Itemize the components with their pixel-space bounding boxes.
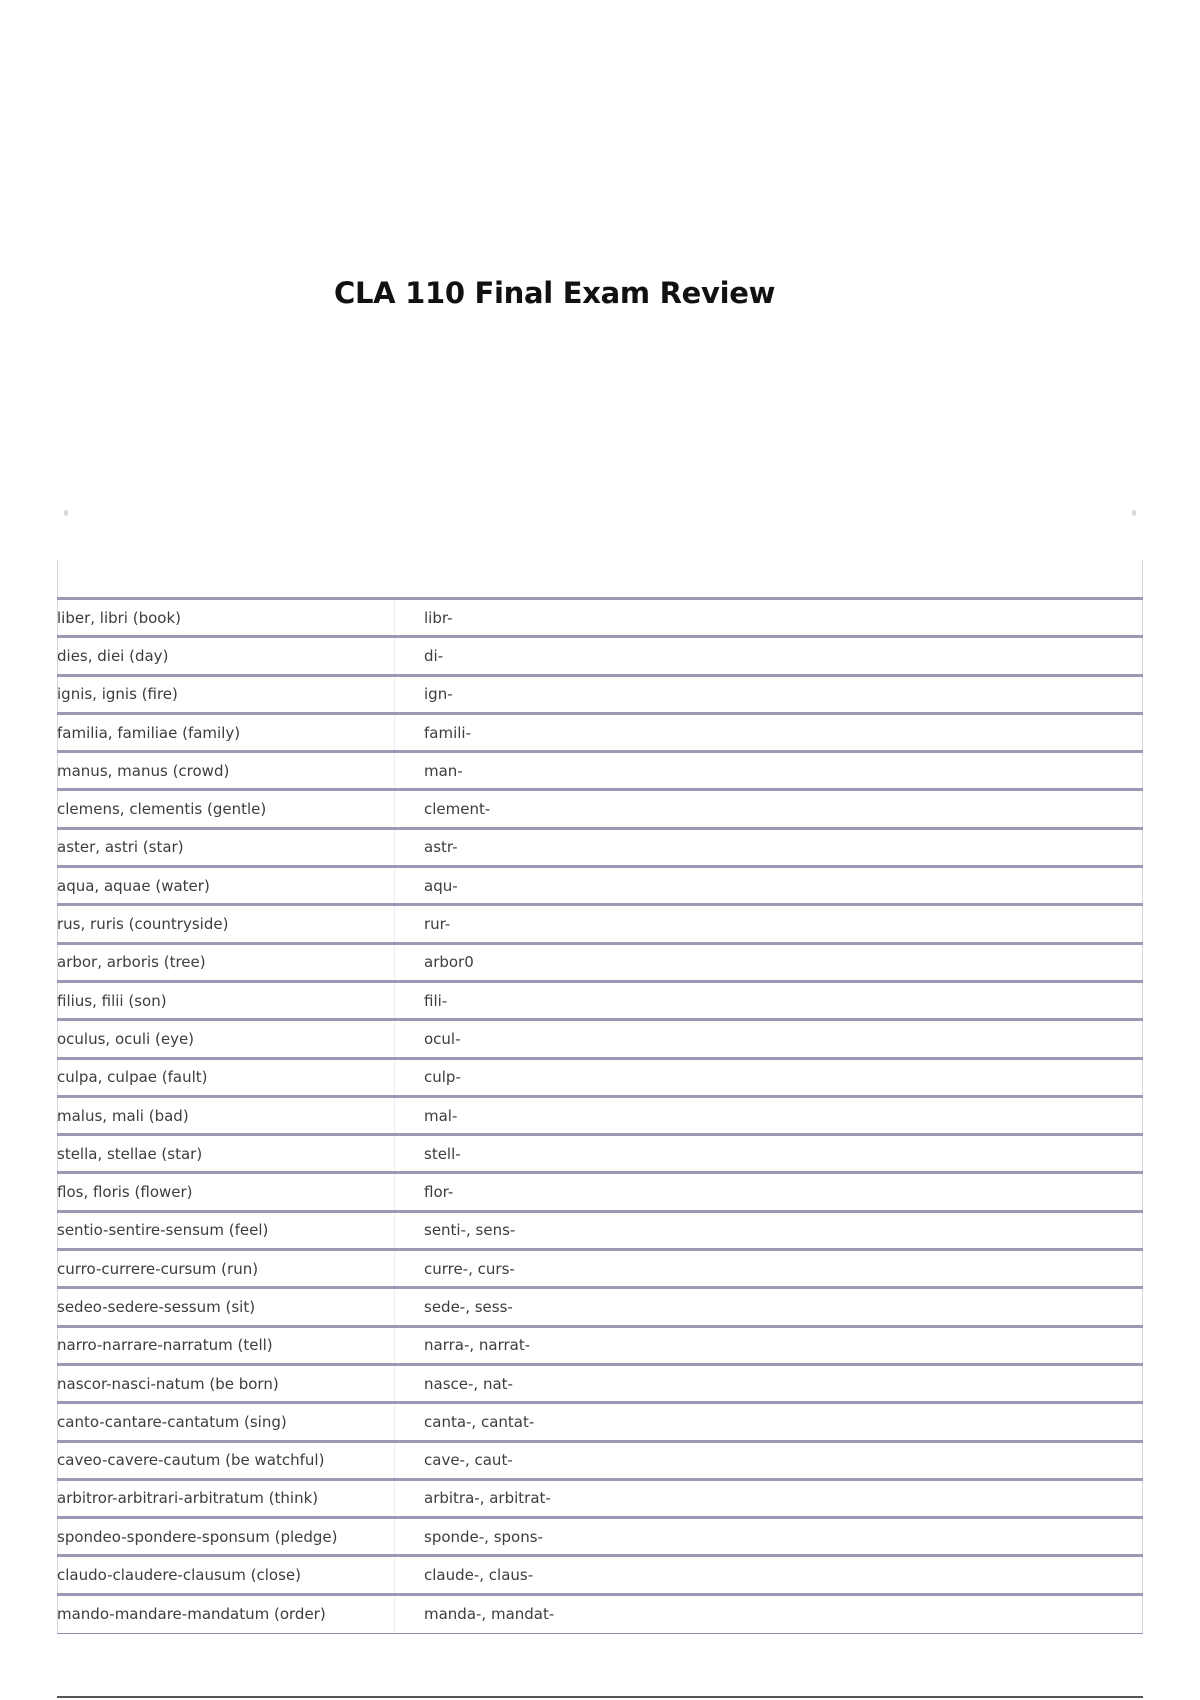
table-row	[57, 637, 1143, 675]
table-row	[57, 1096, 1143, 1134]
latin-term-cell: rus, ruris (countryside)	[57, 905, 395, 943]
root-cell: senti-, sens-	[395, 1211, 1144, 1249]
latin-term-cell: nascor-nasci-natum (be born)	[57, 1364, 395, 1402]
root-cell: man-	[395, 752, 1144, 790]
latin-term-cell: manus, manus (crowd)	[57, 752, 395, 790]
table-row	[57, 905, 1143, 943]
latin-term-cell: liber, libri (book)	[57, 599, 395, 637]
latin-term-cell: narro-narrare-narratum (tell)	[57, 1326, 395, 1364]
root-cell: claude-, claus-	[395, 1556, 1144, 1594]
page-title: CLA 110 Final Exam Review	[334, 276, 776, 310]
latin-term-cell: aster, astri (star)	[57, 828, 395, 866]
table-row	[57, 867, 1143, 905]
root-cell: nasce-, nat-	[395, 1364, 1144, 1402]
latin-term-cell: ignis, ignis (fire)	[57, 675, 395, 713]
table-row	[57, 1288, 1143, 1326]
latin-term-cell: familia, familiae (family)	[57, 713, 395, 751]
latin-term-cell: curro-currere-cursum (run)	[57, 1250, 395, 1288]
root-cell: ign-	[395, 675, 1144, 713]
root-cell: manda-, mandat-	[395, 1594, 1144, 1632]
table-row	[57, 943, 1143, 981]
latin-term-cell: clemens, clementis (gentle)	[57, 790, 395, 828]
table-row	[57, 1135, 1143, 1173]
latin-term-cell: spondeo-spondere-sponsum (pledge)	[57, 1518, 395, 1556]
root-cell: famili-	[395, 713, 1144, 751]
table-row	[57, 599, 1143, 637]
root-cell: narra-, narrat-	[395, 1326, 1144, 1364]
root-cell: astr-	[395, 828, 1144, 866]
table-row	[57, 1594, 1143, 1632]
root-cell: ocul-	[395, 1020, 1144, 1058]
root-cell: aqu-	[395, 867, 1144, 905]
table-row	[57, 752, 1143, 790]
scroll-left-indicator[interactable]	[64, 510, 68, 516]
root-cell: culp-	[395, 1058, 1144, 1096]
table-row	[57, 1173, 1143, 1211]
latin-term-cell: aqua, aquae (water)	[57, 867, 395, 905]
root-cell: clement-	[395, 790, 1144, 828]
table-row	[57, 713, 1143, 751]
vocabulary-table-body	[57, 599, 1143, 1633]
latin-term-cell: arbor, arboris (tree)	[57, 943, 395, 981]
root-cell: rur-	[395, 905, 1144, 943]
root-cell: arbor0	[395, 943, 1144, 981]
root-cell: fili-	[395, 981, 1144, 1019]
latin-term-cell: caveo-cavere-cautum (be watchful)	[57, 1441, 395, 1479]
table-row	[57, 1518, 1143, 1556]
table-row	[57, 675, 1143, 713]
table-row	[57, 1211, 1143, 1249]
latin-term-cell: malus, mali (bad)	[57, 1096, 395, 1134]
table-row	[57, 1058, 1143, 1096]
root-cell: mal-	[395, 1096, 1144, 1134]
latin-term-cell: canto-cantare-cantatum (sing)	[57, 1403, 395, 1441]
scroll-right-indicator[interactable]	[1132, 510, 1136, 516]
latin-term-cell: arbitror-arbitrari-arbitratum (think)	[57, 1479, 395, 1517]
root-cell: libr-	[395, 599, 1144, 637]
table-row	[57, 1441, 1143, 1479]
latin-term-cell: sentio-sentire-sensum (feel)	[57, 1211, 395, 1249]
table-row	[57, 981, 1143, 1019]
root-cell: stell-	[395, 1135, 1144, 1173]
latin-term-cell: filius, filii (son)	[57, 981, 395, 1019]
latin-term-cell: dies, diei (day)	[57, 637, 395, 675]
latin-term-cell: oculus, oculi (eye)	[57, 1020, 395, 1058]
root-cell: flor-	[395, 1173, 1144, 1211]
root-cell: curre-, curs-	[395, 1250, 1144, 1288]
latin-term-cell: sedeo-sedere-sessum (sit)	[57, 1288, 395, 1326]
root-cell: canta-, cantat-	[395, 1403, 1144, 1441]
table-row	[57, 1403, 1143, 1441]
table-row	[57, 1364, 1143, 1402]
latin-term-cell: mando-mandare-mandatum (order)	[57, 1594, 395, 1632]
footer-divider	[57, 1696, 1143, 1698]
table-row	[57, 1556, 1143, 1594]
root-cell: sponde-, spons-	[395, 1518, 1144, 1556]
latin-term-cell: flos, floris (flower)	[57, 1173, 395, 1211]
table-row	[57, 790, 1143, 828]
root-cell: cave-, caut-	[395, 1441, 1144, 1479]
latin-term-cell: culpa, culpae (fault)	[57, 1058, 395, 1096]
table-row	[57, 828, 1143, 866]
table-row	[57, 1326, 1143, 1364]
latin-term-cell: claudo-claudere-clausum (close)	[57, 1556, 395, 1594]
table-row	[57, 1250, 1143, 1288]
root-cell: di-	[395, 637, 1144, 675]
root-cell: arbitra-, arbitrat-	[395, 1479, 1144, 1517]
table-row	[57, 1479, 1143, 1517]
vocabulary-table	[57, 597, 1143, 1633]
root-cell: sede-, sess-	[395, 1288, 1144, 1326]
latin-term-cell: stella, stellae (star)	[57, 1135, 395, 1173]
table-row	[57, 1020, 1143, 1058]
